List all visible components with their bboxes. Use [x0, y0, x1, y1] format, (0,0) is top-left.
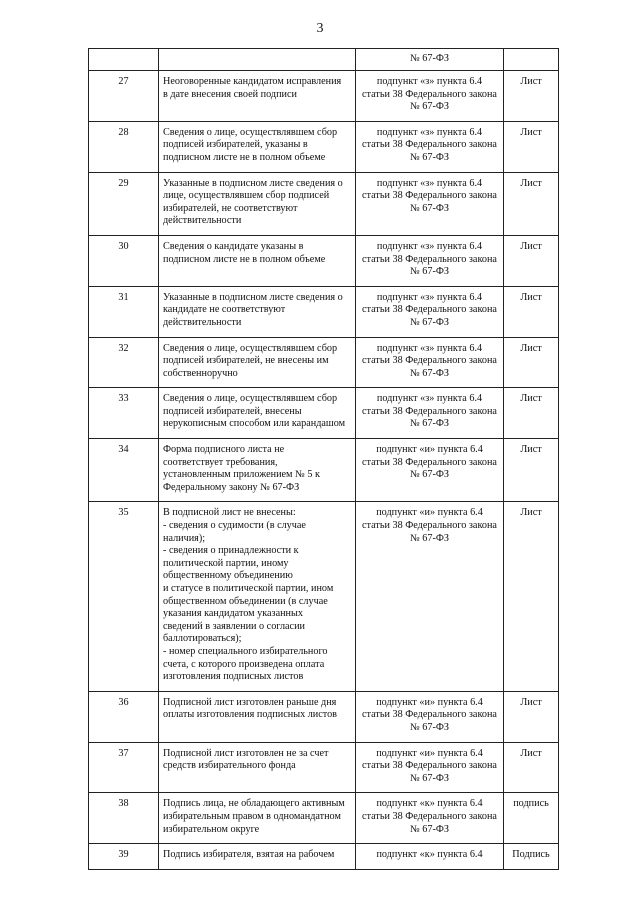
description-line: Сведения о лице, осуществлявшем сбор [163, 393, 338, 405]
table-row [89, 691, 559, 742]
description-line: Указанные в подписном листе сведения о [163, 291, 343, 303]
legal-basis-line: подпункт «к» пункта 6.4 [376, 798, 483, 810]
row-description-cell [159, 49, 356, 71]
legal-basis-line: № 67-ФЗ [410, 367, 449, 379]
row-number-cell [89, 49, 159, 71]
row-number-cell: 38 [89, 793, 159, 844]
table-row [89, 172, 559, 235]
row-unit-cell [504, 49, 559, 71]
table-row [89, 71, 559, 122]
row-legal-basis-cell [356, 286, 504, 337]
row-legal-basis-cell [356, 235, 504, 286]
legal-basis-line: статьи 38 Федерального закона [362, 355, 497, 367]
row-legal-basis-cell [356, 172, 504, 235]
row-unit-cell: Лист [504, 388, 559, 439]
legal-basis-line: статьи 38 Федерального закона [362, 88, 497, 100]
description-line: наличия); [163, 532, 206, 544]
row-legal-basis-cell [356, 439, 504, 502]
table-row [89, 439, 559, 502]
table-row-continuation [89, 49, 559, 71]
row-unit-cell: подпись [504, 793, 559, 844]
description-line: установленным приложением № 5 к [163, 469, 320, 481]
legal-basis-line: статьи 38 Федерального закона [362, 190, 497, 202]
description-line: Подпись лица, не обладающего активным [163, 798, 345, 810]
row-number-cell: 32 [89, 337, 159, 388]
row-unit-cell: Лист [504, 502, 559, 691]
row-description-cell [159, 388, 356, 439]
row-legal-basis-cell [356, 742, 504, 793]
description-line: средств избирательного фонда [163, 760, 296, 772]
legal-basis-line: подпункт «з» пункта 6.4 [376, 76, 483, 87]
row-description-cell [159, 121, 356, 172]
legal-basis-line: № 67-ФЗ [410, 316, 449, 328]
description-line: соответствует требования, [163, 456, 278, 468]
table-row [89, 844, 559, 870]
table-row [89, 235, 559, 286]
row-description-cell [159, 286, 356, 337]
description-line: и статусе в политической партии, ином [163, 583, 334, 594]
row-description-cell [159, 742, 356, 793]
legal-basis-line: № 67-ФЗ [410, 266, 449, 278]
legal-basis-line: статьи 38 Федерального закона [362, 304, 497, 316]
table-row [89, 793, 559, 844]
legal-basis-line: статьи 38 Федерального закона [362, 520, 497, 532]
row-number-cell: 36 [89, 691, 159, 742]
description-line: действительности [163, 215, 242, 227]
row-number-cell: 39 [89, 844, 159, 870]
description-line: Сведения о кандидате указаны в [163, 240, 304, 252]
row-number-cell: 30 [89, 235, 159, 286]
description-line: Федеральному закону № 67-ФЗ [163, 481, 300, 493]
row-number-cell: 28 [89, 121, 159, 172]
row-legal-basis-cell: № 67-ФЗ [356, 49, 504, 71]
legal-basis-line: статьи 38 Федерального закона [362, 810, 497, 822]
description-line: Форма подписного листа не [163, 444, 285, 456]
legal-basis-line: статьи 38 Федерального закона [362, 709, 497, 721]
legal-basis-line: № 67-ФЗ [410, 823, 449, 835]
table-row [89, 121, 559, 172]
legal-basis-line: подпункт «з» пункта 6.4 [376, 126, 483, 138]
description-line: действительности [163, 316, 242, 328]
legal-basis-line: статьи 38 Федерального закона [362, 253, 497, 265]
row-number-cell: 35 [89, 502, 159, 691]
row-unit-cell: Лист [504, 337, 559, 388]
description-line: подписном листе не в полном объеме [163, 151, 326, 163]
legal-basis-line: статьи 38 Федерального закона [362, 456, 497, 468]
table-row [89, 337, 559, 388]
row-description-cell [159, 235, 356, 286]
description-line: Указанные в подписном листе сведения о [163, 177, 343, 189]
description-line: собственноручно [163, 367, 238, 379]
legal-basis-line: статьи 38 Федерального закона [362, 139, 497, 151]
table-row [89, 502, 559, 691]
row-description-cell [159, 71, 356, 122]
legal-basis-line: статьи 38 Федерального закона [362, 760, 497, 772]
description-line: общественном объединении (в случае [163, 595, 328, 607]
description-line: счета, с которого произведена оплата [163, 658, 325, 670]
description-line: избирателей, не соответствуют [163, 202, 298, 214]
row-number-cell: 31 [89, 286, 159, 337]
legal-basis-line: № 67-ФЗ [410, 418, 449, 430]
legal-basis-line: № 67-ФЗ [410, 151, 449, 163]
violations-table [88, 48, 559, 870]
row-unit-cell: Лист [504, 121, 559, 172]
row-description-cell [159, 172, 356, 235]
table-row [89, 742, 559, 793]
row-description-cell [159, 337, 356, 388]
row-legal-basis-cell [356, 844, 504, 870]
legal-basis-line: подпункт «з» пункта 6.4 [376, 240, 483, 252]
row-number-cell: 34 [89, 439, 159, 502]
table-row [89, 286, 559, 337]
description-line: Неоговоренные кандидатом исправления [163, 76, 342, 87]
legal-basis-line: подпункт «и» пункта 6.4 [376, 747, 483, 759]
legal-basis-line: № 67-ФЗ [410, 101, 449, 113]
row-unit-cell: Лист [504, 691, 559, 742]
description-line: подписей избирателей, не внесены им [163, 355, 329, 367]
row-legal-basis-cell [356, 337, 504, 388]
row-unit-cell: Лист [504, 172, 559, 235]
row-legal-basis-cell [356, 388, 504, 439]
violations-table-body [89, 49, 559, 870]
row-description-cell [159, 691, 356, 742]
description-line: сведений в заявлении о согласии [163, 620, 305, 632]
description-line: Подписной лист изготовлен не за счет [163, 747, 329, 759]
description-line: политической партии, иному [163, 557, 289, 569]
legal-basis-line: подпункт «з» пункта 6.4 [376, 177, 483, 189]
row-legal-basis-cell [356, 502, 504, 691]
row-number-cell: 33 [89, 388, 159, 439]
row-number-cell: 37 [89, 742, 159, 793]
row-number-cell: 29 [89, 172, 159, 235]
description-line: - сведения о принадлежности к [163, 545, 299, 557]
legal-basis-line: подпункт «к» пункта 6.4 [376, 849, 483, 861]
legal-basis-line: подпункт «и» пункта 6.4 [376, 507, 483, 519]
table-row [89, 388, 559, 439]
description-line: лице, осуществлявшем сбор подписей [163, 190, 330, 202]
description-line: подписном листе не в полном объеме [163, 253, 326, 265]
description-line: общественному объединению [163, 570, 293, 582]
description-line: избирательном округе [163, 823, 260, 835]
row-unit-cell: Лист [504, 235, 559, 286]
legal-basis-line: № 67-ФЗ [410, 772, 449, 784]
legal-basis-line: статьи 38 Федерального закона [362, 405, 497, 417]
row-legal-basis-cell [356, 71, 504, 122]
description-line: оплаты изготовления подписных листов [163, 709, 337, 721]
description-line: баллотироваться); [163, 633, 242, 645]
legal-basis-line: подпункт «з» пункта 6.4 [376, 342, 483, 354]
row-legal-basis-cell [356, 793, 504, 844]
row-description-cell [159, 502, 356, 691]
description-line: Подпись избирателя, взятая на рабочем [163, 849, 335, 861]
description-line: подписей избирателей, указаны в [163, 139, 308, 151]
description-line: изготовления подписных листов [163, 671, 304, 683]
row-description-cell [159, 439, 356, 502]
legal-basis-line: № 67-ФЗ [410, 721, 449, 733]
description-line: Подписной лист изготовлен раньше дня [163, 696, 337, 708]
row-legal-basis-cell [356, 121, 504, 172]
description-line: подписей избирателей, внесены [163, 405, 302, 417]
legal-basis-line: подпункт «и» пункта 6.4 [376, 696, 483, 708]
description-line: - номер специального избирательного [163, 645, 328, 657]
row-unit-cell: Лист [504, 439, 559, 502]
description-line: кандидате не соответствуют [163, 304, 286, 316]
row-unit-cell: Подпись [504, 844, 559, 870]
description-line: Сведения о лице, осуществлявшем сбор [163, 342, 338, 354]
description-line: В подписной лист не внесены: [163, 507, 296, 519]
description-line: указания кандидатом указанных [163, 608, 303, 620]
row-unit-cell: Лист [504, 286, 559, 337]
description-line: нерукописным способом или карандашом [163, 418, 346, 430]
legal-basis-line: подпункт «з» пункта 6.4 [376, 291, 483, 303]
description-line: в дате внесения своей подписи [163, 88, 297, 100]
legal-basis-line: № 67-ФЗ [410, 469, 449, 481]
row-unit-cell: Лист [504, 742, 559, 793]
description-line: - сведения о судимости (в случае [163, 520, 306, 532]
page-number: 3 [316, 21, 324, 36]
legal-basis-line: № 67-ФЗ [410, 532, 449, 544]
description-line: Сведения о лице, осуществлявшем сбор [163, 126, 338, 138]
description-line: избирательным правом в одномандатном [163, 810, 341, 822]
legal-basis-line: подпункт «з» пункта 6.4 [376, 393, 483, 405]
row-number-cell: 27 [89, 71, 159, 122]
legal-basis-line: подпункт «и» пункта 6.4 [376, 444, 483, 456]
legal-basis-line: № 67-ФЗ [410, 202, 449, 214]
row-legal-basis-cell [356, 691, 504, 742]
row-description-cell [159, 793, 356, 844]
row-description-cell [159, 844, 356, 870]
row-unit-cell: Лист [504, 71, 559, 122]
